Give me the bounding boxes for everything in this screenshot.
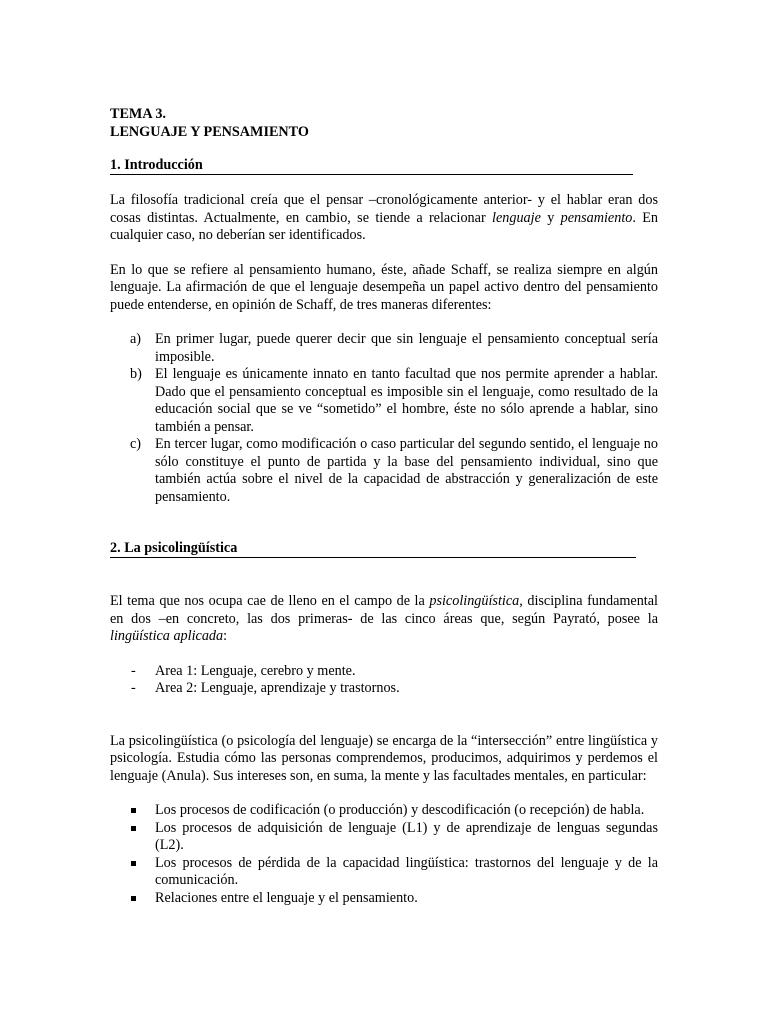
- document-title: LENGUAJE Y PENSAMIENTO: [110, 123, 309, 140]
- document-page: [110, 106, 658, 907]
- square-bullet-icon: [131, 896, 136, 901]
- areas-list: [110, 663, 658, 698]
- list-item: c) En tercer lugar, como modificación o caso particular del segundo sentido, el lenguaje no sólo constituye el punto de partida y la base del pensamiento individual, sino que también actúa sobre el nivel de la capacidad de abstracción y generalización de este pensamiento.: [130, 436, 658, 505]
- section-1-heading: 1. Introducción: [110, 158, 633, 175]
- list-item: - Area 2: Lenguaje, aprendizaje y trastornos.: [131, 680, 400, 696]
- square-bullet-icon: [131, 826, 136, 831]
- list-item: Los procesos de pérdida de la capacidad lingüística: trastornos del lenguaje y de la comunicación.: [110, 855, 658, 890]
- square-bullet-icon: [131, 808, 136, 813]
- schaff-ways-list: [110, 331, 658, 506]
- list-item: a) En primer lugar, puede querer decir que sin lenguaje el pensamiento conceptual sería imposible.: [130, 331, 658, 365]
- document-title-number: TEMA 3.: [110, 106, 166, 122]
- list-item: Relaciones entre el lenguaje y el pensamiento.: [110, 890, 658, 908]
- list-item: - Area 1: Lenguaje, cerebro y mente.: [131, 662, 356, 679]
- intro-paragraph-2: En lo que se refiere al pensamiento humano, éste, añade Schaff, se realiza siempre en algún lenguaje. La afirmación de que el lenguaje desempeña un papel activo dentro del pensamiento puede entenderse, en opinión de Schaff, de tres maneras diferentes:: [110, 261, 658, 313]
- list-item: Los procesos de codificación (o producción) y descodificación (o recepción) de habla.: [110, 802, 658, 820]
- psycholinguistics-paragraph-1: El tema que nos ocupa cae de lleno en el campo de la psicolingüística, disciplina fundamental en dos –en concreto, las dos primeras- de las cinco áreas que, según Payrató, posee la lingüística aplicada:: [110, 593, 658, 644]
- section-2-heading: 2. La psicolingüística: [110, 541, 636, 558]
- psycholinguistics-paragraph-2: La psicolingüística (o psicología del lenguaje) se encarga de la “intersección” entre lingüística y psicología. Estudia cómo las personas comprendemos, producimos, adquirimos y perdemos el lenguaje (Anula). Sus intereses son, en suma, la mente y las facultades mentales, en particular:: [110, 732, 658, 784]
- intro-paragraph-1: La filosofía tradicional creía que el pensar –cronológicamente anterior- y el hablar eran dos cosas distintas. Actualmente, en cambio, se tiende a relacionar lenguaje y pensamiento. En cualquier caso, no deberían ser identificados.: [110, 192, 658, 243]
- square-bullet-icon: [131, 861, 136, 866]
- interests-list: [110, 802, 658, 907]
- list-item: Los procesos de adquisición de lenguaje (L1) y de aprendizaje de lenguas segundas (L2).: [110, 820, 658, 855]
- list-item: b) El lenguaje es únicamente innato en tanto facultad que nos permite aprender a hablar. Dado que el pensamiento conceptual es imposible sin el lenguaje, como resultado de la educación social que se ve “sometido” el hombre, éste no sólo aprende a hablar, sino también a pensar.: [130, 366, 658, 435]
